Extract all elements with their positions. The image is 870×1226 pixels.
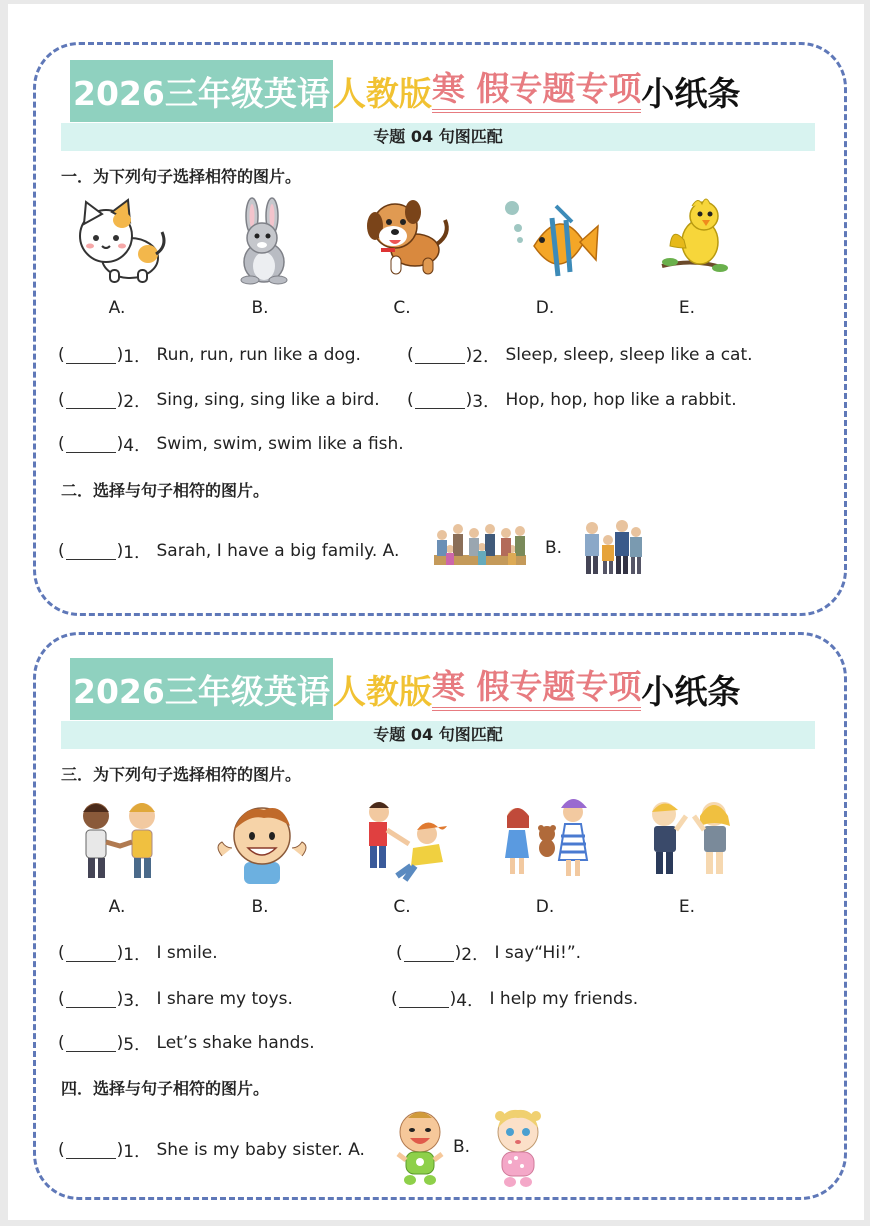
say-hi-icon: [640, 796, 740, 886]
question-text: I say“Hi!”.: [494, 942, 582, 963]
dog-icon: [355, 192, 455, 282]
question-1-1: ( ) 1． Run, run, run like a dog.: [58, 342, 361, 367]
question-number: 2．: [461, 945, 490, 965]
option-e: E.: [678, 298, 696, 318]
section-3-title: 三．为下列句子选择相符的图片。: [61, 765, 302, 784]
question-number: 3．: [472, 392, 501, 412]
section-2-title: 二．选择与句子相符的图片。: [61, 481, 270, 500]
option-d: D.: [535, 897, 555, 917]
question-number: 2．: [472, 347, 501, 367]
section-1-title: 一．为下列句子选择相符的图片。: [61, 167, 302, 186]
question-number: 2．: [123, 392, 152, 412]
page-title-2: [70, 658, 740, 720]
title-part-2: 人教版: [332, 73, 432, 113]
option-b: B.: [251, 897, 269, 917]
answer-blank[interactable]: [66, 943, 116, 962]
question-3-3: ( ) 3． I share my toys.: [58, 986, 293, 1011]
answer-blank[interactable]: [66, 541, 116, 560]
question-2-1: ( ) 1． Sarah, I have a big family. A.: [58, 538, 399, 563]
answer-blank[interactable]: [399, 989, 449, 1008]
bird-icon: [644, 196, 744, 286]
smiling-boy-icon: [212, 796, 312, 886]
question-number: 1．: [123, 945, 152, 965]
answer-blank[interactable]: [415, 345, 465, 364]
page-title: [70, 60, 740, 122]
question-1-2: ( ) 2． Sleep, sleep, sleep like a cat.: [407, 342, 753, 367]
option-b-label: B.: [545, 538, 563, 558]
subtitle-2: 专题 04 句图匹配: [61, 721, 815, 749]
big-family-icon: [428, 517, 532, 575]
question-text: Sarah, I have a big family. A.: [156, 540, 400, 561]
question-3-5: ( ) 5． Let’s shake hands.: [58, 1030, 315, 1055]
share-toy-icon: [497, 796, 597, 886]
option-a: A.: [108, 897, 126, 917]
question-number: 1．: [123, 1142, 152, 1162]
answer-blank[interactable]: [66, 434, 116, 453]
answer-blank[interactable]: [66, 390, 116, 409]
option-b: B.: [251, 298, 269, 318]
question-number: 4．: [123, 436, 152, 456]
question-text: I share my toys.: [156, 988, 293, 1009]
option-d: D.: [535, 298, 555, 318]
question-1-3: ( ) 2． Sing, sing, sing like a bird.: [58, 387, 380, 412]
question-text: Sing, sing, sing like a bird.: [156, 389, 380, 410]
rabbit-icon: [214, 196, 314, 286]
baby-girl-icon: [488, 1106, 548, 1188]
title-part-2: 人教版: [332, 671, 432, 711]
question-text: Hop, hop, hop like a rabbit.: [505, 389, 737, 410]
title-part-1: 2026三年级英语: [70, 60, 333, 122]
question-text: Swim, swim, swim like a fish.: [156, 433, 404, 454]
baby-boy-icon: [392, 1108, 448, 1188]
option-c: C.: [393, 897, 411, 917]
title-part-1: 2026三年级英语: [70, 658, 333, 720]
option-a: A.: [108, 298, 126, 318]
title-part-3: 寒 假专题专项: [432, 667, 642, 711]
question-1-4: ( ) 3． Hop, hop, hop like a rabbit.: [407, 387, 737, 412]
cat-icon: [70, 196, 170, 286]
answer-blank[interactable]: [404, 943, 454, 962]
question-number: 3．: [123, 991, 152, 1011]
question-1-5: ( ) 4． Swim, swim, swim like a fish.: [58, 431, 404, 456]
option-b-label: B.: [453, 1137, 471, 1157]
answer-blank[interactable]: [66, 1033, 116, 1052]
question-number: 1．: [123, 543, 152, 563]
help-friend-icon: [355, 796, 455, 886]
question-3-1: ( ) 1． I smile.: [58, 940, 218, 965]
question-number: 1．: [123, 347, 152, 367]
question-3-2: ( ) 2． I say“Hi!”.: [396, 940, 581, 965]
question-text: Let’s shake hands.: [156, 1032, 315, 1053]
title-part-4: 小纸条: [641, 73, 741, 113]
small-family-icon: [578, 518, 644, 578]
answer-blank[interactable]: [66, 345, 116, 364]
question-3-4: ( ) 4． I help my friends.: [391, 986, 638, 1011]
shake-hands-icon: [70, 796, 170, 886]
title-part-4: 小纸条: [641, 671, 741, 711]
fish-icon: [500, 196, 600, 286]
question-number: 5．: [123, 1035, 152, 1055]
question-text: Sleep, sleep, sleep like a cat.: [505, 344, 753, 365]
answer-blank[interactable]: [415, 390, 465, 409]
question-4-1: ( ) 1． She is my baby sister. A.: [58, 1137, 365, 1162]
subtitle: 专题 04 句图匹配: [61, 123, 815, 151]
title-part-3: 寒 假专题专项: [432, 69, 642, 113]
question-text: I smile.: [156, 942, 218, 963]
answer-blank[interactable]: [66, 989, 116, 1008]
question-text: She is my baby sister. A.: [156, 1139, 365, 1160]
option-c: C.: [393, 298, 411, 318]
option-e: E.: [678, 897, 696, 917]
question-number: 4．: [456, 991, 485, 1011]
question-text: Run, run, run like a dog.: [156, 344, 361, 365]
section-4-title: 四．选择与句子相符的图片。: [61, 1079, 270, 1098]
answer-blank[interactable]: [66, 1140, 116, 1159]
question-text: I help my friends.: [489, 988, 639, 1009]
